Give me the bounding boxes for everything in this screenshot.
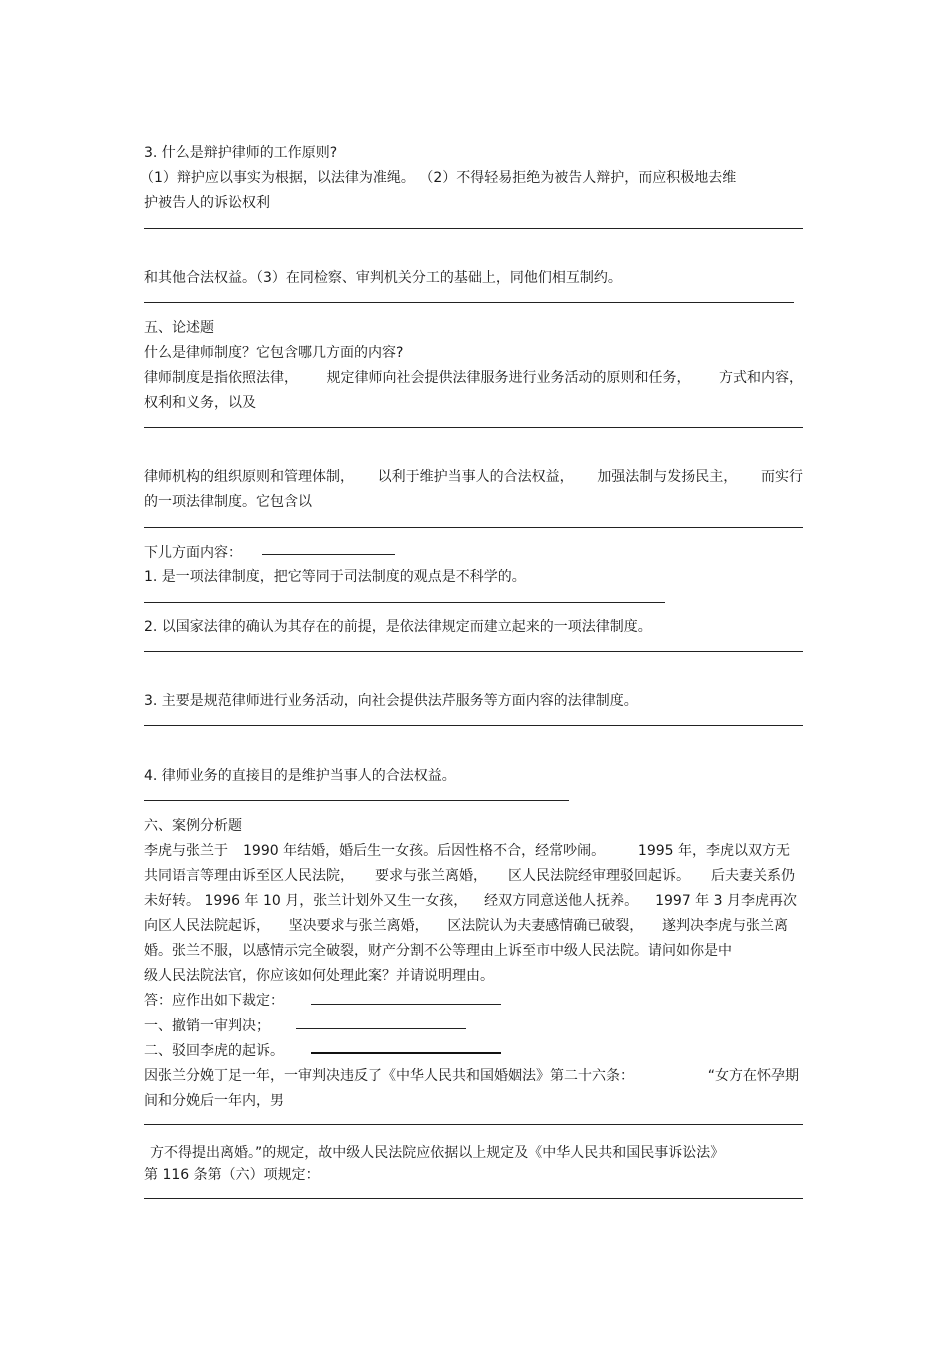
text-segment: 加强法制与发扬民主， bbox=[597, 469, 738, 485]
answer-item-2: 二、驳回李虎的起诉。 bbox=[144, 1043, 284, 1059]
answer-blank bbox=[311, 1004, 501, 1005]
divider bbox=[144, 1124, 803, 1125]
q3-line-3: 和其他合法权益。（3）在同检察、审判机关分工的基础上，同他们相互制约。 bbox=[144, 270, 622, 286]
text-segment: 未好转。 1996 年 10 月，张兰计划外又生一女孩， bbox=[144, 893, 468, 909]
section6-heading: 六、案例分析题 bbox=[144, 818, 242, 834]
section5-para1-line2: 权利和义务，以及 bbox=[144, 395, 256, 411]
case-line-3 bbox=[144, 891, 797, 911]
text-segment: 方式和内容， bbox=[719, 370, 803, 386]
section5-para1-line1 bbox=[144, 368, 803, 388]
text-segment: 遂判决李虎与张兰离 bbox=[661, 918, 788, 934]
divider bbox=[144, 527, 803, 528]
divider bbox=[144, 800, 569, 801]
text-segment: 因张兰分娩丁足一年，一审判决违反了《中华人民共和国婚姻法》第二十六条： bbox=[144, 1068, 634, 1084]
text-segment: 共同语言等理由诉至区人民法院， bbox=[144, 868, 354, 884]
text-segment: 规定律师向社会提供法律服务进行业务活动的原则和任务， bbox=[326, 370, 691, 386]
divider bbox=[144, 228, 803, 229]
q3-title: 3. 什么是辩护律师的工作原则? bbox=[144, 145, 338, 161]
answer-item-1: 一、撤销一审判决； bbox=[144, 1018, 270, 1034]
text-segment: 经双方同意送他人抚养。 bbox=[484, 893, 639, 909]
reason-line-3: 方不得提出离婚。”的规定，故中级人民法院应依据以上规定及《中华人民共和国民事诉讼法》 bbox=[150, 1145, 725, 1161]
text-segment: 1995 年，李虎以双方无 bbox=[637, 843, 790, 859]
case-line-4 bbox=[144, 916, 788, 936]
text-segment: 后夫妻关系仍 bbox=[711, 868, 795, 884]
section5-item-1: 1. 是一项法律制度，把它等同于司法制度的观点是不科学的。 bbox=[144, 569, 526, 585]
answer-intro: 答：应作出如下裁定： bbox=[144, 993, 284, 1009]
answer-blank bbox=[311, 1052, 501, 1054]
divider bbox=[144, 427, 803, 428]
reason-line-2: 间和分娩后一年内，男 bbox=[144, 1093, 284, 1109]
text-segment: 以利于维护当事人的合法权益， bbox=[377, 469, 574, 485]
section5-para3: 下儿方面内容： bbox=[144, 545, 242, 561]
text-segment: 1990 年结婚，婚后生一女孩。后因性格不合，经常吵闹。 bbox=[243, 843, 606, 859]
case-line-6: 级人民法院法官，你应该如何处理此案？并请说明理由。 bbox=[144, 968, 494, 984]
q3-line-1: （1）辩护应以事实为根据，以法律为准绳。 （2）不得轻易拒绝为被告人辩护，而应积极地去维 bbox=[140, 170, 737, 186]
text-segment: 1997 年 3 月李虎再次 bbox=[655, 893, 797, 909]
divider bbox=[144, 602, 665, 603]
reason-line-1 bbox=[144, 1066, 799, 1086]
divider bbox=[144, 1198, 803, 1199]
text-segment: 区法院认为夫妻感情确已破裂， bbox=[447, 918, 644, 934]
section5-question: 什么是律师制度？它包含哪几方面的内容? bbox=[144, 345, 404, 361]
divider bbox=[144, 651, 803, 652]
section5-para2-line2: 的一项法律制度。它包含以 bbox=[144, 494, 312, 510]
case-line-2 bbox=[144, 866, 795, 886]
divider bbox=[144, 302, 794, 303]
section5-item-3: 3. 主要是规范律师进行业务活动，向社会提供法芹服务等方面内容的法律制度。 bbox=[144, 693, 638, 709]
text-segment: 律师机构的组织原则和管理体制， bbox=[144, 469, 354, 485]
text-segment: 向区人民法院起诉， bbox=[144, 918, 270, 934]
case-line-5: 婚。张兰不服，以感情示完全破裂，财产分割不公等理由上诉至市中级人民法院。请问如你是中 bbox=[144, 943, 732, 959]
section5-heading: 五、论述题 bbox=[144, 320, 214, 336]
text-segment: 律师制度是指依照法律， bbox=[144, 370, 298, 386]
section5-item-2: 2. 以国家法律的确认为其存在的前提，是依法律规定而建立起来的一项法律制度。 bbox=[144, 619, 652, 635]
q3-line-2: 护被告人的诉讼权利 bbox=[144, 195, 270, 211]
text-segment: 李虎与张兰于 bbox=[144, 843, 228, 859]
text-segment: 而实行 bbox=[760, 469, 803, 485]
answer-blank bbox=[262, 554, 395, 555]
text-segment: 区人民法院经审理驳回起诉。 bbox=[508, 868, 690, 884]
section5-item-4: 4. 律师业务的直接目的是维护当事人的合法权益。 bbox=[144, 768, 456, 784]
reason-line-4: 第 116 条第（六）项规定： bbox=[144, 1167, 320, 1183]
text-segment: “女方在怀孕期 bbox=[707, 1068, 799, 1084]
section5-para2-line1 bbox=[144, 467, 803, 487]
divider bbox=[144, 725, 803, 726]
answer-blank bbox=[296, 1028, 466, 1029]
text-segment: 坚决要求与张兰离婚， bbox=[288, 918, 429, 934]
text-segment: 要求与张兰离婚， bbox=[375, 868, 487, 884]
